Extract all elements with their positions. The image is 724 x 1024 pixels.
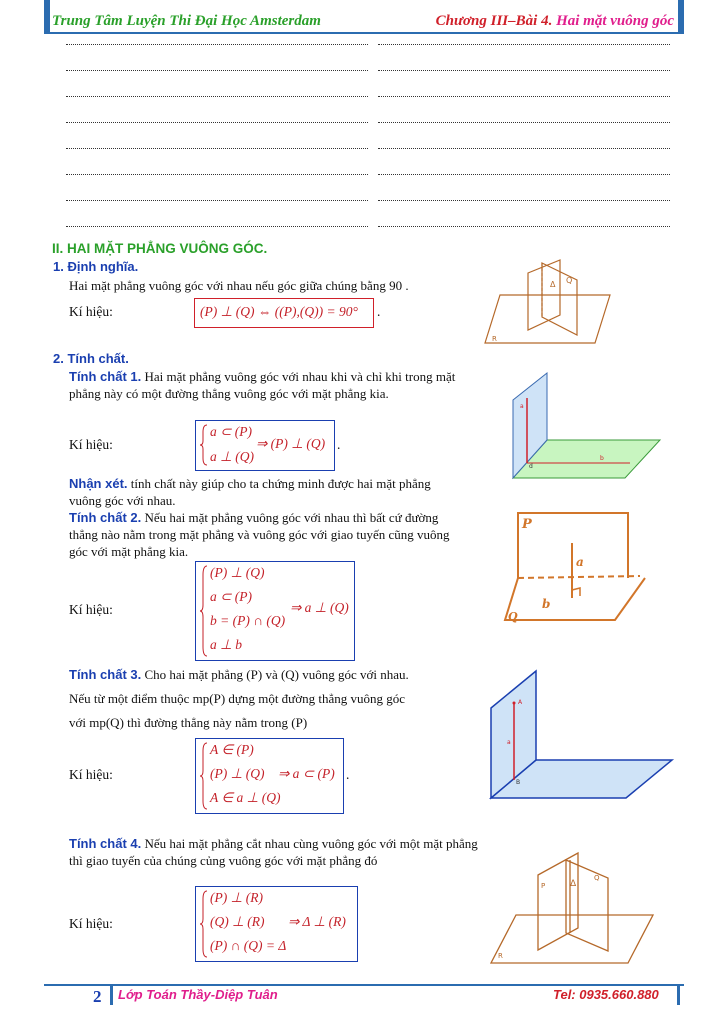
property-3-text2: Nếu từ một điểm thuộc mp(P) dựng một đường thẳng vuông góc — [69, 691, 406, 706]
label-p: P — [522, 517, 532, 532]
remark-body: tính chất này giúp cho ta chứng minh được hai mặt phẳng vuông góc với nhau. — [69, 476, 431, 508]
label-a: a — [576, 555, 584, 569]
brace — [200, 424, 208, 466]
dotted-line — [378, 96, 670, 97]
header-bar-right — [678, 0, 684, 34]
definition-symbol-label: Kí hiệu: — [69, 304, 113, 319]
property-3-body1: Cho hai mặt phẳng (P) và (Q) vuông góc với nhau. — [141, 667, 409, 682]
label-delta: Δ — [550, 280, 556, 289]
property-3-symbol-label: Kí hiệu: — [69, 767, 113, 782]
property-4-symbol-label: Kí hiệu: — [69, 916, 113, 931]
header-rule — [44, 32, 684, 34]
plane-r — [491, 915, 653, 963]
dotted-line — [66, 226, 368, 227]
label-a-point: A — [518, 699, 523, 706]
right-angle-mark — [572, 588, 580, 596]
dotted-line — [66, 200, 368, 201]
dotted-line — [378, 44, 670, 45]
plane-q — [505, 578, 645, 620]
property-2-result: ⇒ a ⊥ (Q) — [290, 600, 349, 615]
property-4-line: (P) ∩ (Q) = Δ — [210, 938, 287, 953]
brace — [200, 742, 208, 810]
label-delta: Δ — [570, 879, 577, 889]
footer-rule — [44, 984, 684, 986]
property-3-title: Tính chất 3. — [69, 667, 142, 682]
footer-class-name: Lớp Toán Thầy-Diệp Tuân — [118, 987, 278, 1002]
property-3-line: A ∈ a ⊥ (Q) — [210, 790, 281, 805]
property-3-suffix: . — [346, 767, 350, 782]
property-2-line: a ⊥ b — [210, 637, 243, 652]
property-4-formula-box — [195, 886, 358, 962]
dotted-line — [66, 122, 368, 123]
definition-formula: (P) ⊥ (Q) ⇔ ((P),(Q)) = 90° — [200, 304, 358, 319]
property-2-line: (P) ⊥ (Q) — [210, 565, 265, 580]
header-lesson: Hai mặt vuông góc — [556, 13, 674, 29]
dotted-line — [66, 70, 368, 71]
property-4-title: Tính chất 4. — [69, 836, 142, 851]
definition-heading: 1. Định nghĩa. — [53, 259, 139, 274]
properties-heading: 2. Tính chất. — [53, 351, 129, 366]
label-a: a — [520, 403, 524, 410]
property-3-line: (P) ⊥ (Q) — [210, 766, 265, 781]
label-p: P — [541, 882, 546, 890]
property-3-formula-box — [195, 738, 344, 814]
dotted-line — [378, 148, 670, 149]
dotted-line — [378, 122, 670, 123]
definition-formula-box — [194, 298, 374, 328]
footer-bar — [110, 985, 113, 1005]
header-center-name: Trung Tâm Luyện Thi Đại Học Amsterdam — [52, 13, 321, 29]
property-2-formula-box — [195, 561, 355, 661]
property-4-body: Nếu hai mặt phẳng cắt nhau cùng vuông góc với một mặt phẳng thì giao tuyến của chúng củng vuông góc với mặt phẳng đó — [69, 836, 478, 868]
figure-perpendicular-planes-4 — [486, 668, 676, 808]
dotted-line — [66, 44, 368, 45]
label-b: B — [516, 779, 521, 786]
dotted-line — [378, 70, 670, 71]
figure-perpendicular-planes-5 — [488, 848, 658, 966]
brace — [200, 890, 208, 958]
page-number: 2 — [93, 987, 102, 1006]
label-d: d — [529, 463, 533, 470]
label-q: Q — [566, 276, 573, 285]
remark-text — [69, 475, 459, 509]
property-4-text — [69, 835, 479, 869]
property-2-title: Tính chất 2. — [69, 510, 142, 525]
footer-phone: Tel: 0935.660.880 — [553, 987, 659, 1002]
label-r: R — [498, 952, 503, 960]
property-1-title: Tính chất 1. — [69, 369, 142, 384]
property-2-line: a ⊂ (P) — [210, 589, 253, 604]
definition-text: Hai mặt phẳng vuông góc với nhau nếu góc giữa chúng bằng 90 . — [69, 278, 409, 293]
header-chapter — [436, 13, 674, 30]
property-1-result: ⇒ (P) ⊥ (Q) — [256, 436, 326, 451]
property-2-symbol-label: Kí hiệu: — [69, 602, 113, 617]
property-1-symbol-label: Kí hiệu: — [69, 437, 113, 452]
figure-perpendicular-planes-2 — [505, 368, 665, 483]
section-title: II. HAI MẶT PHẲNG VUÔNG GÓC. — [52, 241, 268, 256]
property-1-formula-box — [195, 420, 335, 471]
property-2-body: Nếu hai mặt phẳng vuông góc với nhau thì bất cứ đường thẳng nào nằm trong mặt phẳng và vuông góc với giao tuyến cũng vuông góc với mặt phẳng kia. — [69, 510, 450, 559]
dotted-line — [378, 174, 670, 175]
figure-perpendicular-planes-1 — [480, 255, 615, 350]
label-q: Q — [508, 610, 518, 623]
dotted-line — [66, 174, 368, 175]
remark-title: Nhận xét. — [69, 476, 128, 491]
property-4-line: (Q) ⊥ (R) — [210, 914, 265, 929]
dotted-line — [378, 226, 670, 227]
dotted-line — [378, 200, 670, 201]
brace — [200, 565, 208, 657]
figure-perpendicular-planes-3 — [500, 508, 650, 628]
footer-bar-right — [677, 985, 680, 1005]
property-1-text — [69, 368, 459, 402]
property-3-result: ⇒ a ⊂ (P) — [278, 766, 335, 781]
label-r: R — [492, 335, 497, 343]
label-q: Q — [594, 874, 600, 882]
point-a — [513, 702, 516, 705]
intersection-b — [518, 576, 640, 578]
property-1-suffix: . — [337, 437, 341, 452]
label-a-line: a — [507, 739, 511, 746]
property-2-line: b = (P) ∩ (Q) — [210, 613, 286, 628]
plane-r — [485, 295, 610, 343]
property-3-text1 — [69, 666, 489, 683]
definition-suffix: . — [377, 304, 381, 319]
dotted-line — [66, 148, 368, 149]
property-1-line: a ⊂ (P) — [210, 424, 253, 439]
property-3-text3: với mp(Q) thì đường thẳng này nằm trong (P) — [69, 715, 308, 730]
plane-q — [566, 860, 608, 951]
label-b: b — [542, 597, 551, 611]
label-b: b — [600, 455, 604, 462]
property-2-text — [69, 509, 469, 560]
property-4-result: ⇒ Δ ⊥ (R) — [288, 914, 346, 929]
property-4-line: (P) ⊥ (R) — [210, 890, 263, 905]
dotted-line — [66, 96, 368, 97]
property-1-body: Hai mặt phẳng vuông góc với nhau khi và chỉ khi trong mặt phẳng này có một đường thẳng vuông góc với mặt phẳng kia. — [69, 369, 456, 401]
property-1-line: a ⊥ (Q) — [210, 449, 255, 464]
header-chapter-text: Chương III–Bài 4. — [435, 13, 553, 29]
property-3-line: A ∈ (P) — [210, 742, 254, 757]
header-bar-left — [44, 0, 50, 34]
